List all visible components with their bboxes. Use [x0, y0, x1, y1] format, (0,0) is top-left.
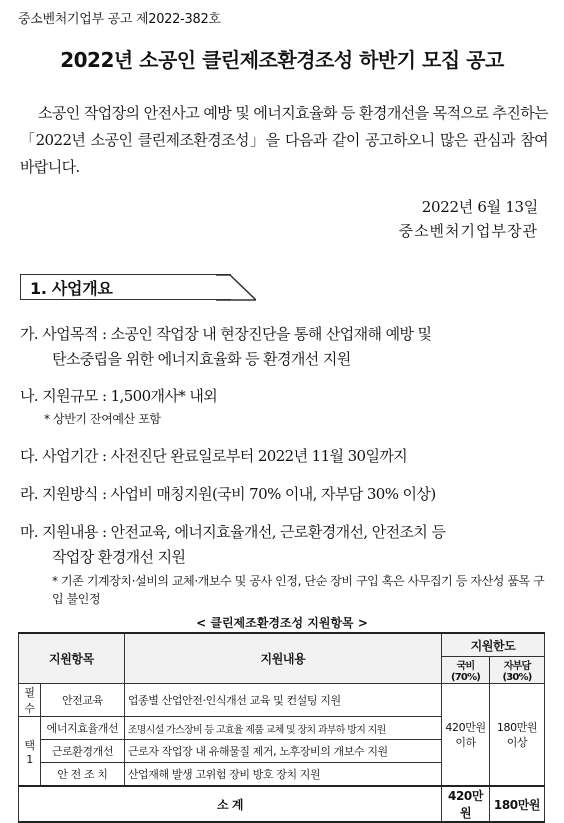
row-content: 근로자 작업장 내 유해물질 제거, 노후장비의 개보수 지원	[124, 740, 441, 763]
row-content: 조명시설 가스장비 등 고효율 제품 교체 및 장치 과부하 방지 지원	[124, 717, 441, 740]
section-heading-slant	[216, 274, 256, 301]
row-content: 산업재해 발생 고위험 장비 방호 장치 지원	[124, 763, 441, 787]
section-heading-box	[20, 274, 250, 300]
limit-gov-cell: 420만원 이하	[442, 684, 490, 787]
row-item: 안 전 조 치	[40, 763, 124, 787]
overview-item-purpose	[20, 322, 550, 372]
subtotal-row	[19, 786, 545, 822]
item-text: 마. 지원내용 : 안전교육, 에너지효율개선, 근로환경개선, 안전조치 등	[20, 523, 446, 541]
table-row	[19, 684, 545, 717]
limit-self-cell: 180만원 이상	[490, 684, 545, 787]
item-text-continued: 작업장 환경개선 지원	[52, 548, 186, 566]
table-caption: < 클린제조환경조성 지원항목 >	[196, 616, 368, 630]
notice-date: 2022년 6월 13일	[421, 198, 538, 216]
row-group: 필수	[19, 684, 41, 717]
row-content: 업종별 산업안전·인식개선 교육 및 컨설팅 지원	[124, 684, 441, 717]
overview-item-period	[20, 444, 550, 469]
overview-item-method	[20, 482, 550, 507]
overview-item-content-note: * 기존 기계장치·설비의 교체·개보수 및 공사 인정, 단순 장비 구입 혹은 사무집기 등 자산성 품목 구입 불인정	[52, 574, 545, 606]
overview-item-scale	[20, 384, 550, 409]
subtotal-gov: 420만원	[442, 786, 490, 822]
overview-item-content	[20, 520, 550, 570]
section-heading: 1. 사업개요	[30, 279, 113, 298]
support-items-table	[18, 632, 545, 823]
subtotal-self: 180만원	[490, 786, 545, 822]
row-item: 근로환경개선	[40, 740, 124, 763]
overview-item-scale-note: * 상반기 잔여예산 포함	[44, 412, 161, 426]
row-item: 에너지효율개선	[40, 717, 124, 740]
row-item: 안전교육	[40, 684, 124, 717]
item-text: 가. 사업목적 : 소공인 작업장 내 현장진단을 통해 산업재해 예방 및	[20, 325, 432, 343]
item-text: 나. 지원규모 : 1,500개사* 내외	[20, 387, 218, 405]
issuing-organization: 중소벤처기업부장관	[398, 222, 538, 240]
header-support-limit: 지원한도	[442, 633, 545, 657]
intro-paragraph: 소공인 작업장의 안전사고 예방 및 에너지효율화 등 환경개선을 목적으로 추진하는「2022년 소공인 클린제조환경조성」을 다음과 같이 공고하오니 많은 관심과 참여바랍니다.	[20, 104, 548, 176]
item-text: 라. 지원방식 : 사업비 매칭지원(국비 70% 이내, 자부담 30% 이상)	[20, 485, 436, 503]
header-support-content: 지원내용	[124, 633, 441, 684]
item-text: 다. 사업기간 : 사전진단 완료일로부터 2022년 11월 30일까지	[20, 447, 408, 465]
header-gov-share: 국비(70%)	[442, 657, 490, 684]
header-support-item: 지원항목	[19, 633, 125, 684]
document-title: 2022년 소공인 클린제조환경조성 하반기 모집 공고	[60, 48, 504, 72]
notice-number: 중소벤처기업부 공고 제2022-382호	[18, 12, 221, 27]
item-text-continued: 탄소중립을 위한 에너지효율화 등 환경개선 지원	[52, 350, 351, 368]
row-group: 택1	[19, 717, 41, 787]
header-self-share: 자부담(30%)	[490, 657, 545, 684]
subtotal-label: 소 계	[19, 786, 442, 822]
